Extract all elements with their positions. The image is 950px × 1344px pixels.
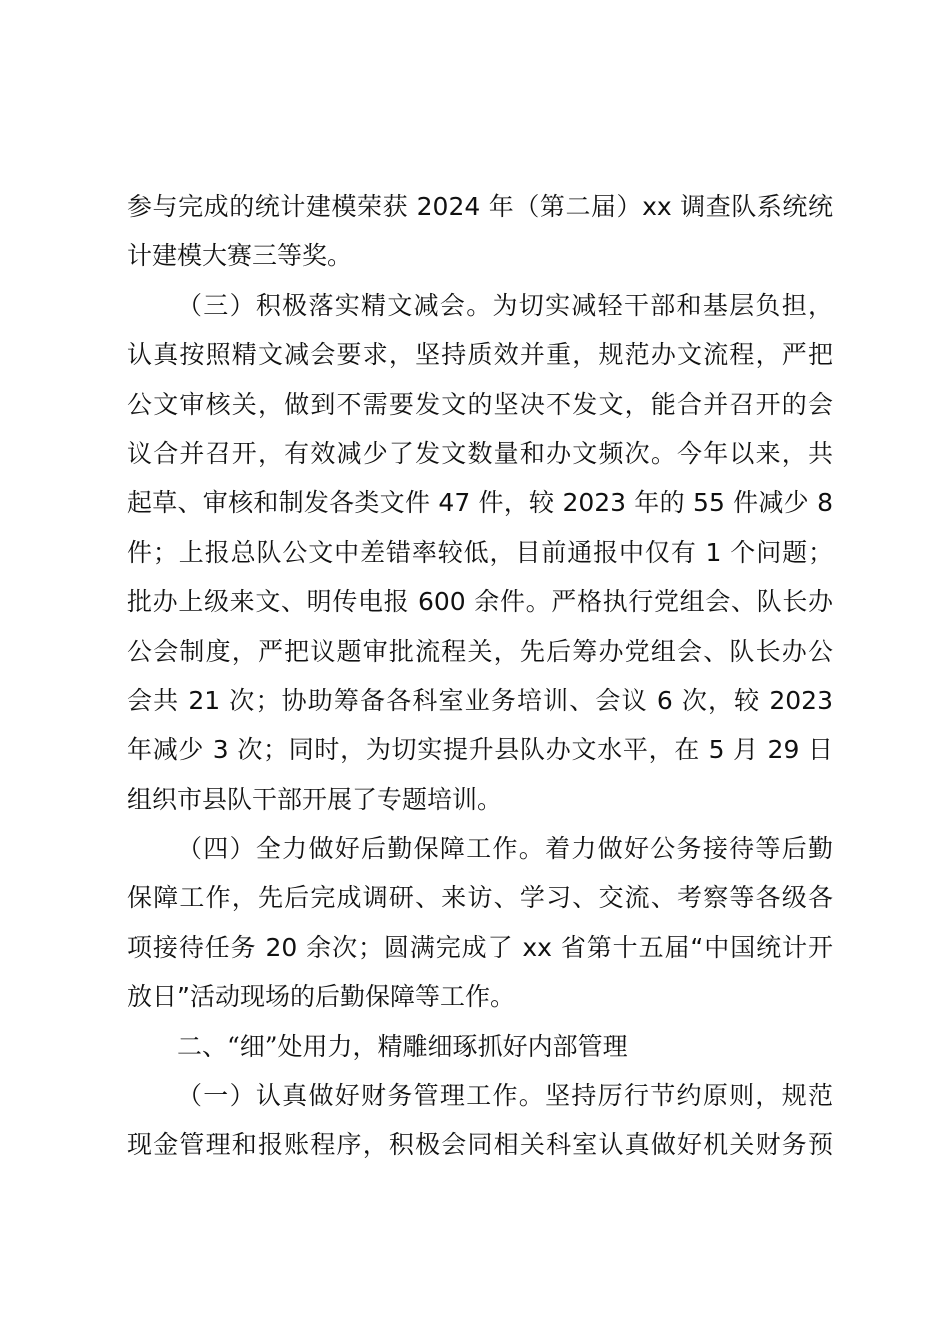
- body-line: 认真按照精文减会要求，坚持质效并重，规范办文流程，严把: [127, 340, 833, 370]
- body-line: 议合并召开，有效减少了发文数量和办文频次。今年以来，共: [127, 438, 833, 468]
- paragraph-start-line: （三）积极落实精文减会。为切实减轻干部和基层负担，: [177, 290, 833, 320]
- body-line: 保障工作，先后完成调研、来访、学习、交流、考察等各级各: [127, 883, 833, 913]
- body-line: 批办上级来文、明传电报 600 余件。严格执行党组会、队长办: [127, 587, 833, 617]
- body-line: 会共 21 次；协助筹备各科室业务培训、会议 6 次，较 2023: [127, 685, 833, 715]
- paragraph-start-line: （一）认真做好财务管理工作。坚持厉行节约原则，规范: [177, 1081, 833, 1111]
- document-body: [127, 182, 833, 1170]
- body-line: 现金管理和报账程序，积极会同相关科室认真做好机关财务预: [127, 1130, 833, 1160]
- paragraph-start-line: （四）全力做好后勤保障工作。着力做好公务接待等后勤: [177, 834, 833, 864]
- body-line: 项接待任务 20 余次；圆满完成了 xx 省第十五届“中国统计开: [127, 932, 833, 962]
- body-line: 计建模大赛三等奖。: [127, 241, 353, 271]
- body-line: 组织市县队干部开展了专题培训。: [127, 784, 503, 814]
- body-line: 放日”活动现场的后勤保障等工作。: [127, 982, 515, 1012]
- body-line: 件；上报总队公文中差错率较低，目前通报中仅有 1 个问题；: [127, 537, 833, 567]
- body-line: 公文审核关，做到不需要发文的坚决不发文，能合并召开的会: [127, 389, 833, 419]
- body-line: 公会制度，严把议题审批流程关，先后筹办党组会、队长办公: [127, 636, 833, 666]
- body-line: 起草、审核和制发各类文件 47 件，较 2023 年的 55 件减少 8: [127, 488, 833, 518]
- body-line: 年减少 3 次；同时，为切实提升县队办文水平，在 5 月 29 日: [127, 735, 833, 765]
- section-heading: 二、“细”处用力，精雕细琢抓好内部管理: [177, 1031, 628, 1061]
- body-line: 参与完成的统计建模荣获 2024 年（第二届）xx 调查队系统统: [127, 192, 833, 221]
